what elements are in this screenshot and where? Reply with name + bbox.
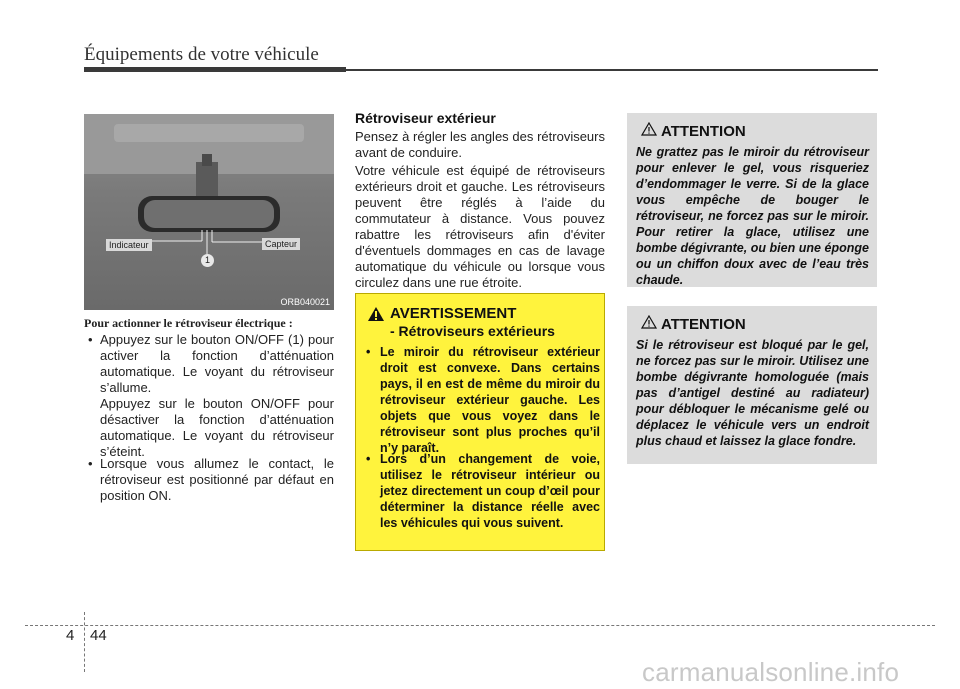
- bullet-dot: •: [88, 332, 93, 347]
- figure-code: ORB040021: [280, 297, 330, 307]
- warning-box: [355, 293, 605, 551]
- bullet-item: [84, 456, 334, 504]
- caution-box: [627, 306, 877, 464]
- footer-rule: [25, 625, 935, 626]
- paragraph: Votre véhicule est équipé de rétroviseurs extérieurs droit et gauche. Les rétroviseurs peuvent être réglés à l’aide du commutateur à distance. Vous pouvez rabattre les rétroviseurs afin d'éviter d'éventuels dommages en cas de lavage automatique du véhicule ou lorsque vous circulez dans une rue étroite.: [355, 163, 605, 290]
- caution-triangle-icon: [641, 122, 657, 136]
- caution-title: ATTENTION: [661, 123, 746, 140]
- caution-body: Ne grattez pas le miroir du rétroviseur pour enlever le gel, vous risqueriez d’endommager le verre. Si de la glace vous empêche de bouger le rétroviseur, ne forcez pas sur le miroir. Pour retirer la glace, utilisez une bombe dégivrante, ou bien une éponge ou un chiffon doux avec de l’eau très chaude.: [636, 145, 869, 287]
- warning-title: AVERTISSEMENT: [390, 305, 517, 322]
- watermark: carmanualsonline.info: [642, 657, 900, 687]
- bullet-text: Appuyez sur le bouton ON/OFF (1) pour activer la fonction d’atténuation automatique. Le voyant du rétroviseur s’allume.: [100, 332, 334, 395]
- bullet-dot: •: [366, 452, 371, 466]
- rearview-mirror-photo: [84, 114, 334, 310]
- bullet-item: [84, 332, 334, 396]
- callout-number: 1: [201, 254, 214, 267]
- chapter-number: 4: [66, 627, 75, 644]
- page-header-title: Équipements de votre véhicule: [84, 44, 319, 65]
- mirror-illustration: [84, 114, 334, 310]
- sensor-label: Capteur: [262, 238, 300, 250]
- instructions-lead: Pour actionner le rétroviseur électrique :: [84, 316, 293, 330]
- header-rule: [84, 67, 346, 72]
- warning-item-text: Le miroir du rétroviseur extérieur droit est convexe. Dans certains pays, il en est de même du miroir du rétroviseur extérieur gauche. Les objets que vous voyez dans le rétroviseur sont plus proches qu’il n’y paraît.: [380, 345, 600, 455]
- bullet-dot: •: [88, 456, 93, 471]
- header-rule-thin: [346, 69, 878, 71]
- caution-title: ATTENTION: [661, 316, 746, 333]
- section-title: Rétroviseur extérieur: [355, 110, 496, 126]
- warning-subtitle: - Rétroviseurs extérieurs: [390, 323, 555, 339]
- footer-divider: [84, 612, 85, 672]
- caution-box: [627, 113, 877, 287]
- paragraph: Pensez à régler les angles des rétroviseurs avant de conduire.: [355, 129, 605, 160]
- indicator-label: Indicateur: [106, 239, 152, 251]
- bullet-continuation: [84, 396, 334, 460]
- page-number: 44: [90, 627, 107, 644]
- bullet-text: Appuyez sur le bouton ON/OFF pour désactiver la fonction d’atténuation automatique. Le voyant du rétroviseur s’éteint.: [100, 396, 334, 459]
- bullet-text: Lorsque vous allumez le contact, le rétroviseur est positionné par défaut en position ON.: [100, 456, 334, 503]
- warning-item: [364, 451, 600, 531]
- caution-triangle-icon: [641, 315, 657, 329]
- warning-triangle-icon: [367, 306, 385, 322]
- caution-body: Si le rétroviseur est bloqué par le gel, ne forcez pas sur le miroir. Utilisez une bombe dégivrante homologuée (mais pas d’antigel destiné au radiateur) pour débloquer le mécanisme gelé ou déplacez le véhicule vers un endroit plus chaud et laissez la glace fondre.: [636, 338, 869, 448]
- warning-item-text: Lors d’un changement de voie, utilisez le rétroviseur intérieur ou jetez directement un coup d’œil pour déterminer la distance réelle avec les véhicules qui vous suivent.: [380, 452, 600, 530]
- warning-item: [364, 344, 600, 456]
- bullet-dot: •: [366, 345, 371, 359]
